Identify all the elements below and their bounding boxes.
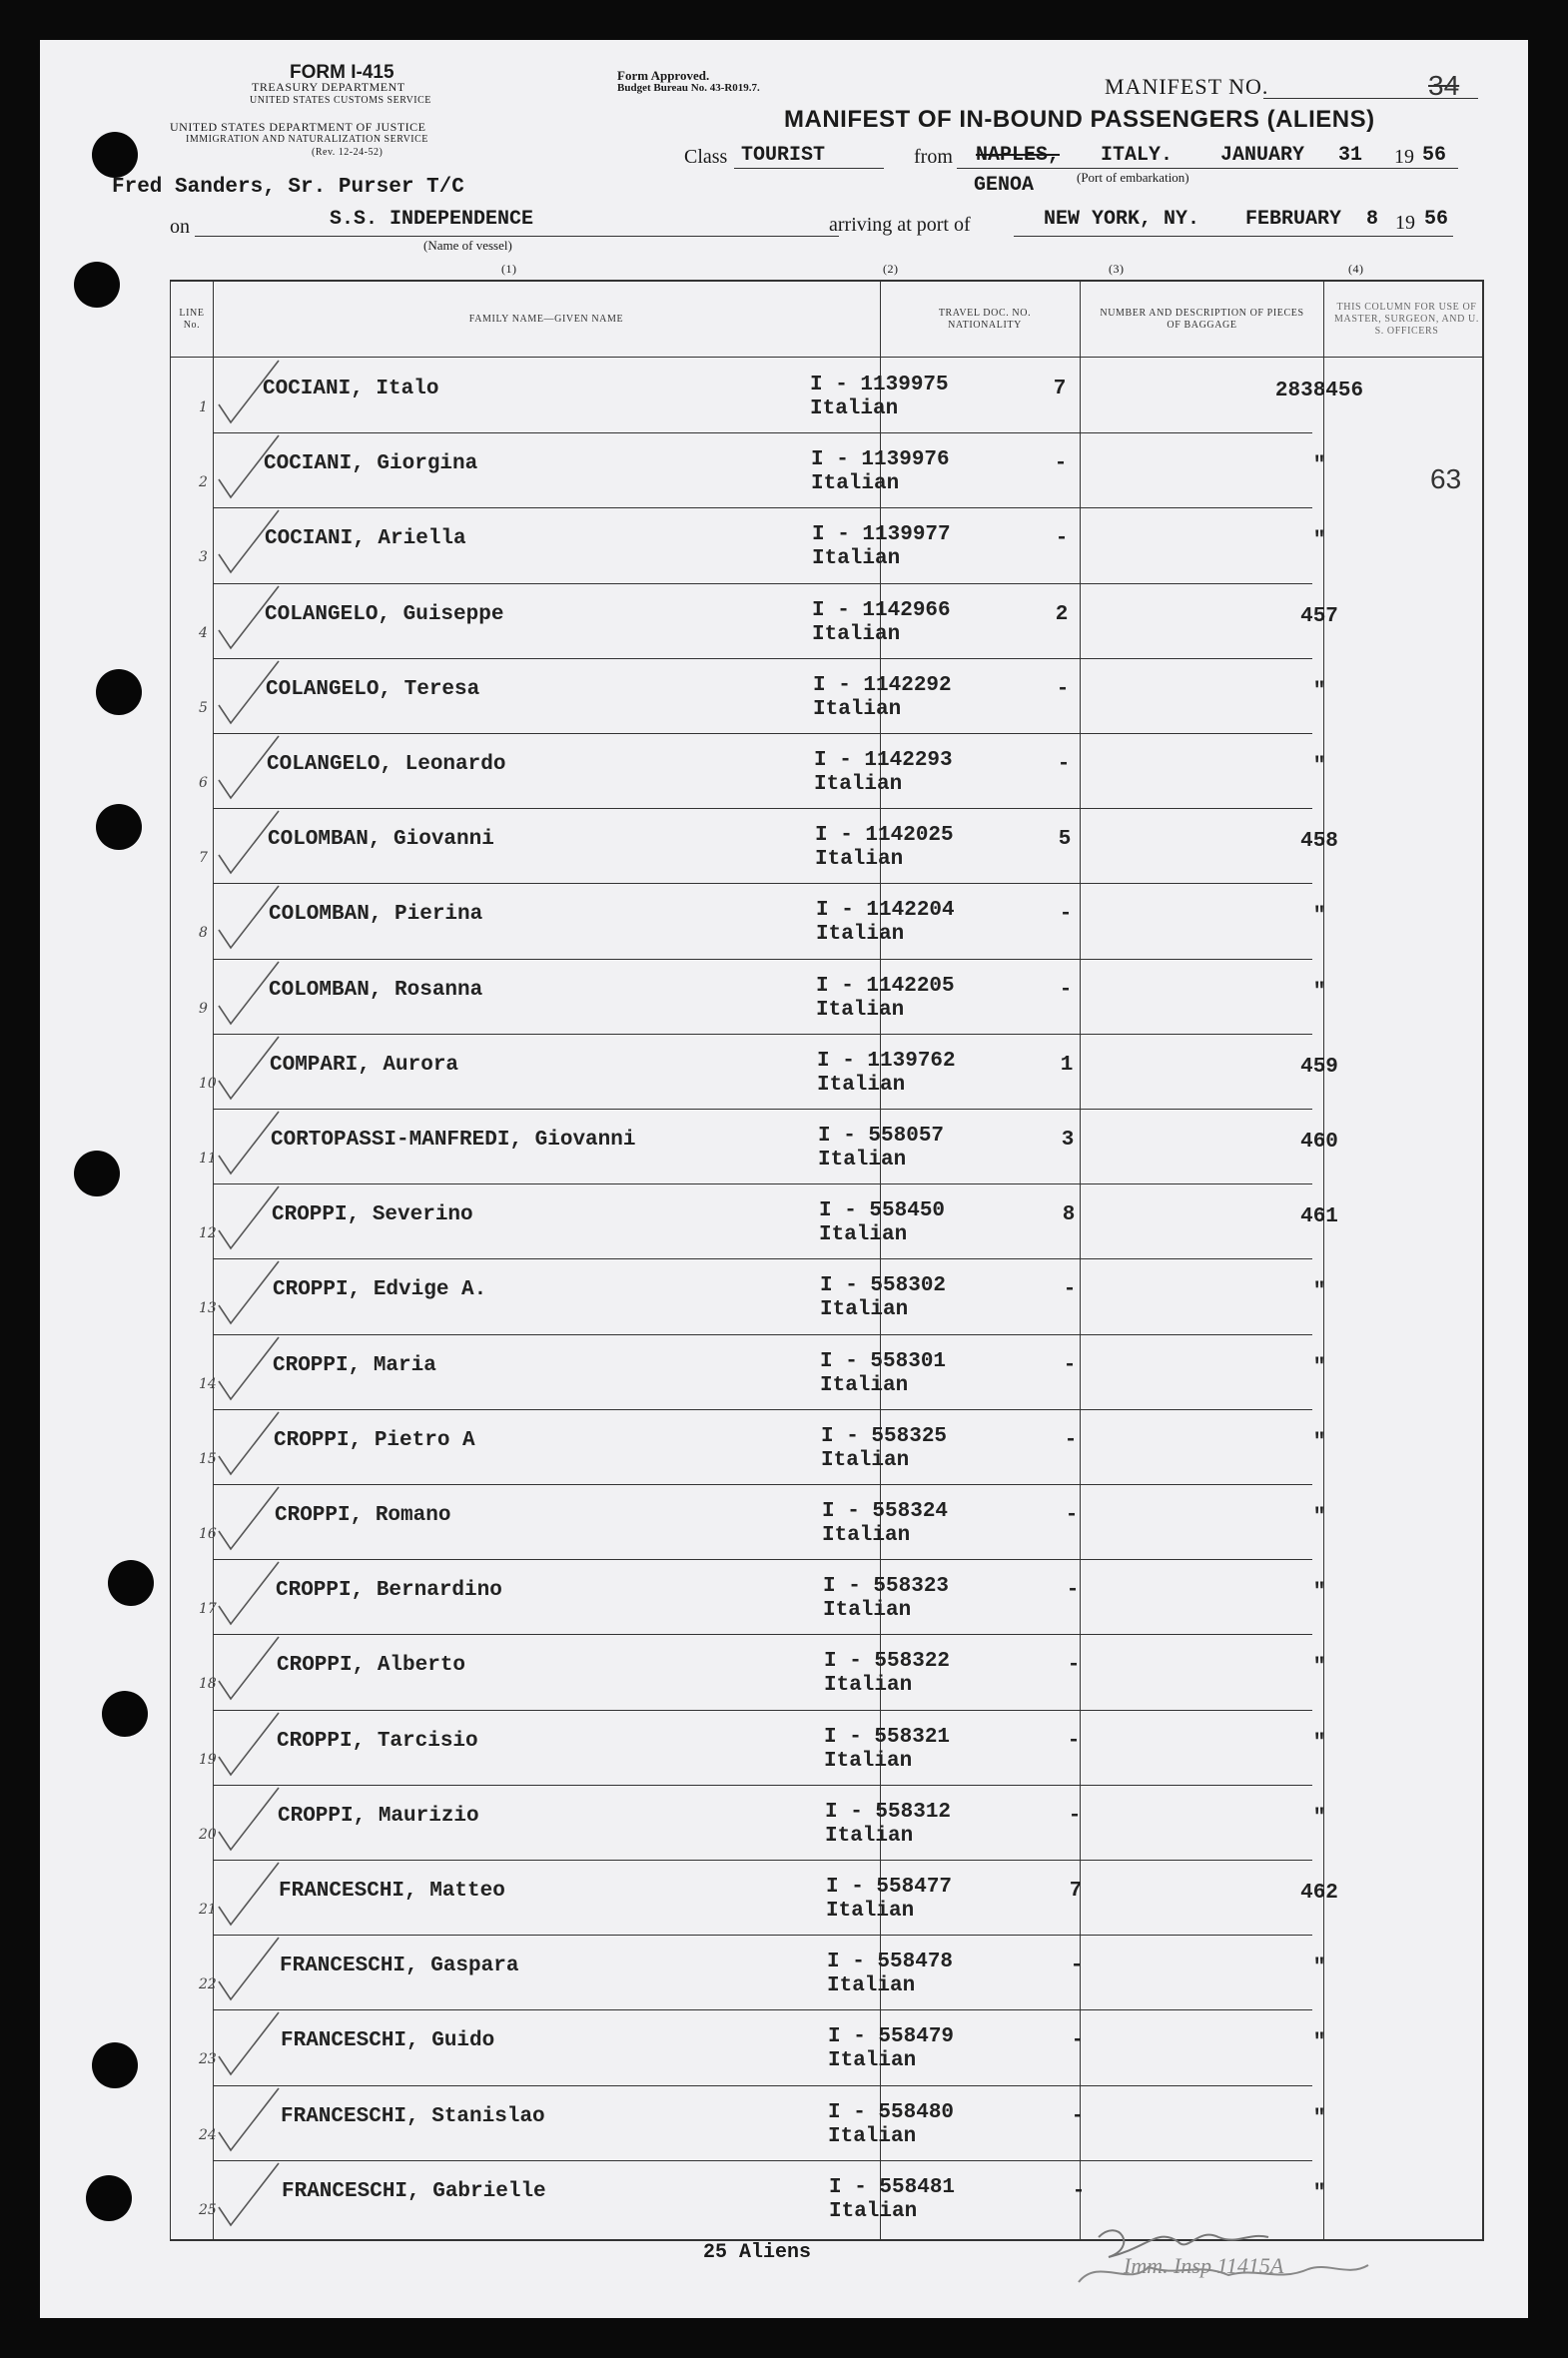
form-rev: (Rev. 12-24-52) — [312, 147, 384, 158]
baggage-count: - — [1068, 1804, 1082, 1828]
column-number: (1) — [501, 262, 517, 276]
doc-number: I - 558324 — [822, 1500, 949, 1523]
form-ins: IMMIGRATION AND NATURALIZATION SERVICE — [186, 134, 428, 145]
travel-doc — [819, 1199, 945, 1247]
passenger-name: FRANCESCHI, Guido — [281, 2029, 495, 2053]
baggage-count: - — [1071, 2104, 1085, 2128]
travel-doc — [812, 523, 951, 571]
nationality: Italian — [812, 547, 901, 571]
passenger-row — [171, 658, 1482, 733]
check-mark-icon — [211, 1930, 286, 2009]
travel-doc — [824, 1726, 950, 1774]
passenger-row — [171, 1860, 1482, 1935]
passenger-name: FRANCESCHI, Gaspara — [280, 1955, 519, 1978]
punch-hole — [74, 262, 120, 308]
from-label: from — [914, 146, 953, 168]
baggage-count: - — [1059, 903, 1073, 927]
line-number: 8 — [199, 925, 208, 942]
form-approved: Form Approved. — [617, 68, 710, 83]
manifest-title: MANIFEST OF IN-BOUND PASSENGERS (ALIENS) — [784, 106, 1375, 133]
passenger-name: FRANCESCHI, Stanislao — [281, 2104, 545, 2128]
passenger-name: CROPPI, Romano — [275, 1504, 451, 1527]
officer-entry: 462 — [1300, 1882, 1338, 1905]
alien-total: 25 Aliens — [703, 2241, 812, 2264]
nationality: Italian — [821, 1448, 910, 1472]
budget-bureau: Budget Bureau No. 43-R019.7. — [617, 82, 760, 94]
line-number: 18 — [199, 1676, 217, 1693]
officer-entry: " — [1312, 454, 1326, 478]
line-number: 16 — [199, 1526, 217, 1542]
column-number: (2) — [883, 262, 899, 276]
baggage-count: - — [1065, 1504, 1079, 1527]
officer-entry: 2838456 — [1274, 380, 1364, 402]
baggage-count: - — [1070, 1955, 1084, 1978]
officer-entry: 458 — [1300, 830, 1338, 854]
passenger-table — [170, 280, 1484, 2241]
purser-name: Fred Sanders, Sr. Purser T/C — [112, 176, 464, 199]
travel-doc — [821, 1425, 947, 1473]
line-number: 4 — [199, 624, 208, 641]
passenger-name: COLANGELO, Guiseppe — [265, 602, 504, 626]
nationality: Italian — [829, 2199, 918, 2223]
header-officers: THIS COLUMN FOR USE OF MASTER, SURGEON, AND U. S. OFFICERS — [1334, 301, 1479, 337]
passenger-name: COCIANI, Italo — [263, 378, 439, 400]
doc-number: I - 558312 — [825, 1800, 952, 1824]
passenger-name: CORTOPASSI-MANFREDI, Giovanni — [271, 1129, 636, 1152]
arrival-day: 8 — [1366, 208, 1379, 231]
line-number: 17 — [199, 1601, 217, 1618]
nationality: Italian — [812, 622, 901, 646]
officer-entry: " — [1312, 1731, 1326, 1755]
line-number: 2 — [199, 474, 208, 491]
baggage-count: - — [1063, 1353, 1077, 1377]
doc-number: I - 558478 — [827, 1951, 954, 1974]
punch-hole — [108, 1560, 154, 1606]
line-number: 23 — [199, 2051, 217, 2068]
column-number: (3) — [1109, 262, 1125, 276]
arrival-year: 56 — [1424, 208, 1449, 231]
baggage-count: 8 — [1062, 1203, 1076, 1227]
officer-entry: " — [1312, 529, 1326, 553]
baggage-count: - — [1055, 527, 1069, 551]
baggage-count: 7 — [1069, 1880, 1083, 1903]
line-number: 6 — [199, 775, 208, 791]
inspector-signature-text: Imm. Insp 11415A — [1124, 2253, 1284, 2278]
passenger-name: CROPPI, Maurizio — [278, 1804, 479, 1828]
officer-entry: " — [1312, 1957, 1326, 1980]
officer-entry: " — [1312, 1355, 1326, 1379]
officer-entry: " — [1312, 1656, 1326, 1680]
travel-doc — [828, 2101, 954, 2149]
header-baggage: NUMBER AND DESCRIPTION OF PIECES OF BAGGAGE — [1100, 307, 1304, 331]
line-number: 14 — [199, 1375, 217, 1392]
passenger-name: FRANCESCHI, Matteo — [279, 1880, 505, 1903]
passenger-row — [171, 1409, 1482, 1484]
nationality: Italian — [828, 2049, 917, 2073]
nationality: Italian — [826, 1900, 915, 1923]
line-number: 1 — [199, 399, 208, 415]
class-value: TOURIST — [741, 144, 826, 167]
baggage-count: - — [1064, 1428, 1078, 1452]
doc-number: I - 558479 — [828, 2025, 955, 2049]
check-mark-icon — [211, 1554, 286, 1634]
header-name: FAMILY NAME—GIVEN NAME — [468, 313, 624, 325]
officer-entry: " — [1312, 1581, 1326, 1605]
punch-hole — [86, 2175, 132, 2221]
from-year-prefix: 19 — [1394, 146, 1414, 168]
passenger-row — [171, 2009, 1482, 2084]
form-customs: UNITED STATES CUSTOMS SERVICE — [250, 95, 431, 106]
punch-hole — [96, 804, 142, 850]
doc-number: I - 1139975 — [810, 374, 949, 396]
officer-entry: " — [1312, 1506, 1326, 1529]
line-number: 15 — [199, 1450, 217, 1467]
baggage-count: - — [1067, 1654, 1081, 1678]
travel-doc — [824, 1650, 950, 1698]
passenger-row — [171, 432, 1482, 507]
stamp-number: 63 — [1430, 463, 1462, 494]
nationality: Italian — [817, 1073, 906, 1097]
check-mark-icon — [211, 1629, 286, 1709]
officer-entry: 460 — [1300, 1131, 1338, 1154]
officer-entry: 459 — [1300, 1055, 1338, 1079]
officer-entry: 461 — [1300, 1205, 1338, 1229]
passenger-name: COLOMBAN, Rosanna — [269, 978, 483, 1002]
travel-doc — [827, 1951, 953, 1998]
doc-number: I - 558322 — [824, 1650, 951, 1674]
travel-doc — [825, 1801, 951, 1849]
line-number: 25 — [199, 2201, 217, 2218]
punch-hole — [96, 669, 142, 715]
passenger-row — [171, 1034, 1482, 1109]
passenger-name: COLOMBAN, Giovanni — [268, 828, 494, 852]
passenger-name: CROPPI, Alberto — [277, 1654, 466, 1678]
punch-hole — [102, 1691, 148, 1737]
baggage-count: - — [1067, 1729, 1081, 1753]
doc-number: I - 1142292 — [813, 673, 952, 697]
arrival-month: FEBRUARY — [1245, 208, 1342, 231]
inspector-signature — [1069, 2207, 1398, 2297]
check-mark-icon — [211, 2080, 286, 2160]
passenger-row — [171, 808, 1482, 883]
officer-entry: " — [1312, 1806, 1326, 1830]
nationality: Italian — [828, 2124, 917, 2148]
travel-doc — [826, 1876, 952, 1924]
nationality: Italian — [816, 998, 905, 1022]
baggage-count: 1 — [1060, 1053, 1074, 1077]
travel-doc — [828, 2025, 954, 2073]
travel-doc — [810, 374, 949, 421]
passenger-row — [171, 1183, 1482, 1258]
baggage-count: 5 — [1058, 828, 1072, 852]
doc-number: I - 1142293 — [814, 749, 953, 772]
check-mark-icon — [211, 1780, 286, 1860]
from-year: 56 — [1422, 144, 1447, 167]
line-number: 19 — [199, 1751, 217, 1768]
passenger-row — [171, 959, 1482, 1034]
header-line-no: LINE No. — [179, 307, 205, 331]
passenger-row — [171, 1785, 1482, 1860]
line-number: 10 — [199, 1075, 217, 1092]
passenger-row — [171, 1484, 1482, 1559]
doc-number: I - 558323 — [823, 1575, 950, 1599]
travel-doc — [823, 1575, 949, 1623]
nationality: Italian — [824, 1674, 913, 1698]
from-month: JANUARY — [1220, 144, 1305, 167]
nationality: Italian — [827, 1974, 916, 1998]
nationality: Italian — [820, 1298, 909, 1322]
vessel-caption: (Name of vessel) — [423, 238, 512, 253]
form-number: FORM I-415 — [290, 62, 394, 83]
manifest-sheet — [40, 40, 1528, 2318]
passenger-row — [171, 1559, 1482, 1634]
passenger-name: CROPPI, Edvige A. — [273, 1278, 487, 1302]
nationality: Italian — [811, 472, 900, 496]
doc-number: I - 558477 — [826, 1876, 953, 1899]
officer-entry: " — [1312, 2181, 1326, 2205]
from-day: 31 — [1338, 144, 1363, 167]
officer-entry: " — [1312, 1430, 1326, 1454]
line-number: 21 — [199, 1902, 217, 1918]
passenger-row — [171, 583, 1482, 658]
nationality: Italian — [813, 697, 902, 721]
baggage-count: - — [1059, 978, 1073, 1002]
line-number: 13 — [199, 1300, 217, 1317]
doc-number: I - 558301 — [820, 1349, 947, 1373]
travel-doc — [822, 1500, 948, 1548]
passenger-row — [171, 2085, 1482, 2160]
officer-entry: " — [1312, 980, 1326, 1004]
arrival-year-prefix: 19 — [1395, 212, 1415, 234]
passenger-name: CROPPI, Tarcisio — [277, 1729, 478, 1753]
nationality: Italian — [822, 1524, 911, 1547]
column-number: (4) — [1348, 262, 1364, 276]
passenger-name: CROPPI, Bernardino — [276, 1579, 502, 1603]
passenger-row — [171, 883, 1482, 958]
nationality: Italian — [819, 1223, 908, 1247]
from-country: ITALY. — [1101, 144, 1174, 167]
officer-entry: " — [1312, 2031, 1326, 2055]
check-mark-icon — [211, 2004, 286, 2084]
travel-doc — [811, 448, 950, 496]
passenger-name: COLOMBAN, Pierina — [269, 903, 483, 927]
check-mark-icon — [211, 2155, 286, 2235]
doc-number: I - 558450 — [819, 1199, 946, 1223]
baggage-count: 3 — [1061, 1129, 1075, 1152]
nationality: Italian — [816, 923, 905, 947]
check-mark-icon — [211, 1705, 286, 1785]
officer-entry: " — [1312, 905, 1326, 929]
doc-number: I - 1139976 — [811, 448, 950, 472]
travel-doc — [814, 749, 953, 797]
travel-doc — [829, 2176, 955, 2224]
travel-doc — [815, 824, 954, 872]
passenger-name: COMPARI, Aurora — [270, 1053, 459, 1077]
punch-hole — [92, 2042, 138, 2088]
passenger-row — [171, 1109, 1482, 1183]
baggage-count: - — [1057, 753, 1071, 776]
passenger-name: FRANCESCHI, Gabrielle — [282, 2179, 546, 2203]
baggage-count: - — [1056, 677, 1070, 701]
check-mark-icon — [211, 1855, 286, 1935]
punch-hole — [92, 132, 138, 178]
passenger-row — [171, 1935, 1482, 2009]
doc-number: I - 558480 — [828, 2100, 955, 2124]
doc-number: I - 1142966 — [812, 598, 951, 622]
nationality: Italian — [814, 773, 903, 796]
travel-doc — [816, 899, 955, 947]
arrival-port: NEW YORK, NY. — [1044, 208, 1200, 231]
passenger-row — [171, 1710, 1482, 1785]
doc-number: I - 1142025 — [815, 824, 954, 848]
line-number: 22 — [199, 1976, 217, 1993]
nationality: Italian — [820, 1373, 909, 1397]
passenger-row — [171, 1334, 1482, 1409]
form-dept: TREASURY DEPARTMENT — [252, 80, 405, 94]
passenger-name: COCIANI, Giorgina — [264, 452, 478, 476]
form-justice: UNITED STATES DEPARTMENT OF JUSTICE — [170, 120, 426, 134]
line-number: 5 — [199, 699, 208, 716]
nationality: Italian — [823, 1599, 912, 1623]
passenger-name: COLANGELO, Leonardo — [267, 753, 506, 776]
line-number: 3 — [199, 549, 208, 566]
line-number: 11 — [199, 1151, 217, 1167]
baggage-count: 2 — [1055, 602, 1069, 626]
nationality: Italian — [815, 848, 904, 872]
class-label: Class — [684, 146, 728, 168]
header-doc: TRAVEL DOC. NO. NATIONALITY — [938, 307, 1032, 331]
manifest-no-value: 34 — [1428, 70, 1460, 101]
doc-number: I - 558321 — [824, 1725, 951, 1749]
nationality: Italian — [824, 1749, 913, 1773]
passenger-name: COLANGELO, Teresa — [266, 677, 480, 701]
doc-number: I - 1139977 — [812, 523, 951, 547]
travel-doc — [817, 1050, 956, 1098]
passenger-name: CROPPI, Pietro A — [274, 1428, 475, 1452]
doc-number: I - 558302 — [820, 1274, 947, 1298]
passenger-row — [171, 1634, 1482, 1709]
doc-number: I - 558481 — [829, 2175, 956, 2199]
doc-number: I - 558057 — [818, 1125, 945, 1148]
punch-hole — [74, 1151, 120, 1196]
nationality: Italian — [825, 1824, 914, 1848]
officer-entry: 457 — [1300, 604, 1338, 628]
passenger-name: CROPPI, Maria — [273, 1353, 436, 1377]
passenger-row — [171, 1258, 1482, 1333]
passenger-row — [171, 507, 1482, 582]
nationality: Italian — [818, 1149, 907, 1172]
doc-number: I - 1142205 — [816, 974, 955, 998]
doc-number: I - 558325 — [821, 1424, 948, 1448]
line-number: 12 — [199, 1225, 217, 1242]
baggage-count: - — [1063, 1278, 1077, 1302]
officer-entry: " — [1312, 755, 1326, 778]
on-label: on — [170, 216, 190, 238]
line-number: 24 — [199, 2126, 217, 2143]
baggage-count: 7 — [1053, 378, 1067, 400]
travel-doc — [820, 1350, 946, 1398]
baggage-count: - — [1054, 452, 1068, 476]
baggage-count: - — [1072, 2179, 1086, 2203]
line-number: 20 — [199, 1826, 217, 1843]
embark-caption: (Port of embarkation) — [1077, 170, 1189, 185]
travel-doc — [812, 599, 951, 647]
passenger-row — [171, 733, 1482, 808]
officer-entry: " — [1312, 2106, 1326, 2130]
doc-number: I - 1142204 — [816, 899, 955, 923]
baggage-count: - — [1071, 2029, 1085, 2053]
vessel-name: S.S. INDEPENDENCE — [330, 208, 534, 231]
doc-number: I - 1139762 — [817, 1049, 956, 1073]
travel-doc — [813, 674, 952, 722]
nationality: Italian — [810, 397, 899, 420]
officer-entry: " — [1312, 679, 1326, 703]
embark-port: GENOA — [974, 174, 1035, 197]
passenger-row — [171, 358, 1482, 432]
line-number: 7 — [199, 850, 208, 867]
baggage-count: - — [1066, 1579, 1080, 1603]
arriving-label: arriving at port of — [829, 214, 971, 236]
travel-doc — [818, 1125, 944, 1173]
travel-doc — [820, 1274, 946, 1322]
from-port-struck: NAPLES, — [976, 144, 1061, 167]
manifest-no-label: MANIFEST NO. — [1105, 74, 1269, 99]
passenger-name: CROPPI, Severino — [272, 1203, 473, 1227]
line-number: 9 — [199, 1000, 208, 1017]
officer-entry: " — [1312, 1280, 1326, 1304]
travel-doc — [816, 975, 955, 1023]
passenger-name: COCIANI, Ariella — [265, 527, 466, 551]
